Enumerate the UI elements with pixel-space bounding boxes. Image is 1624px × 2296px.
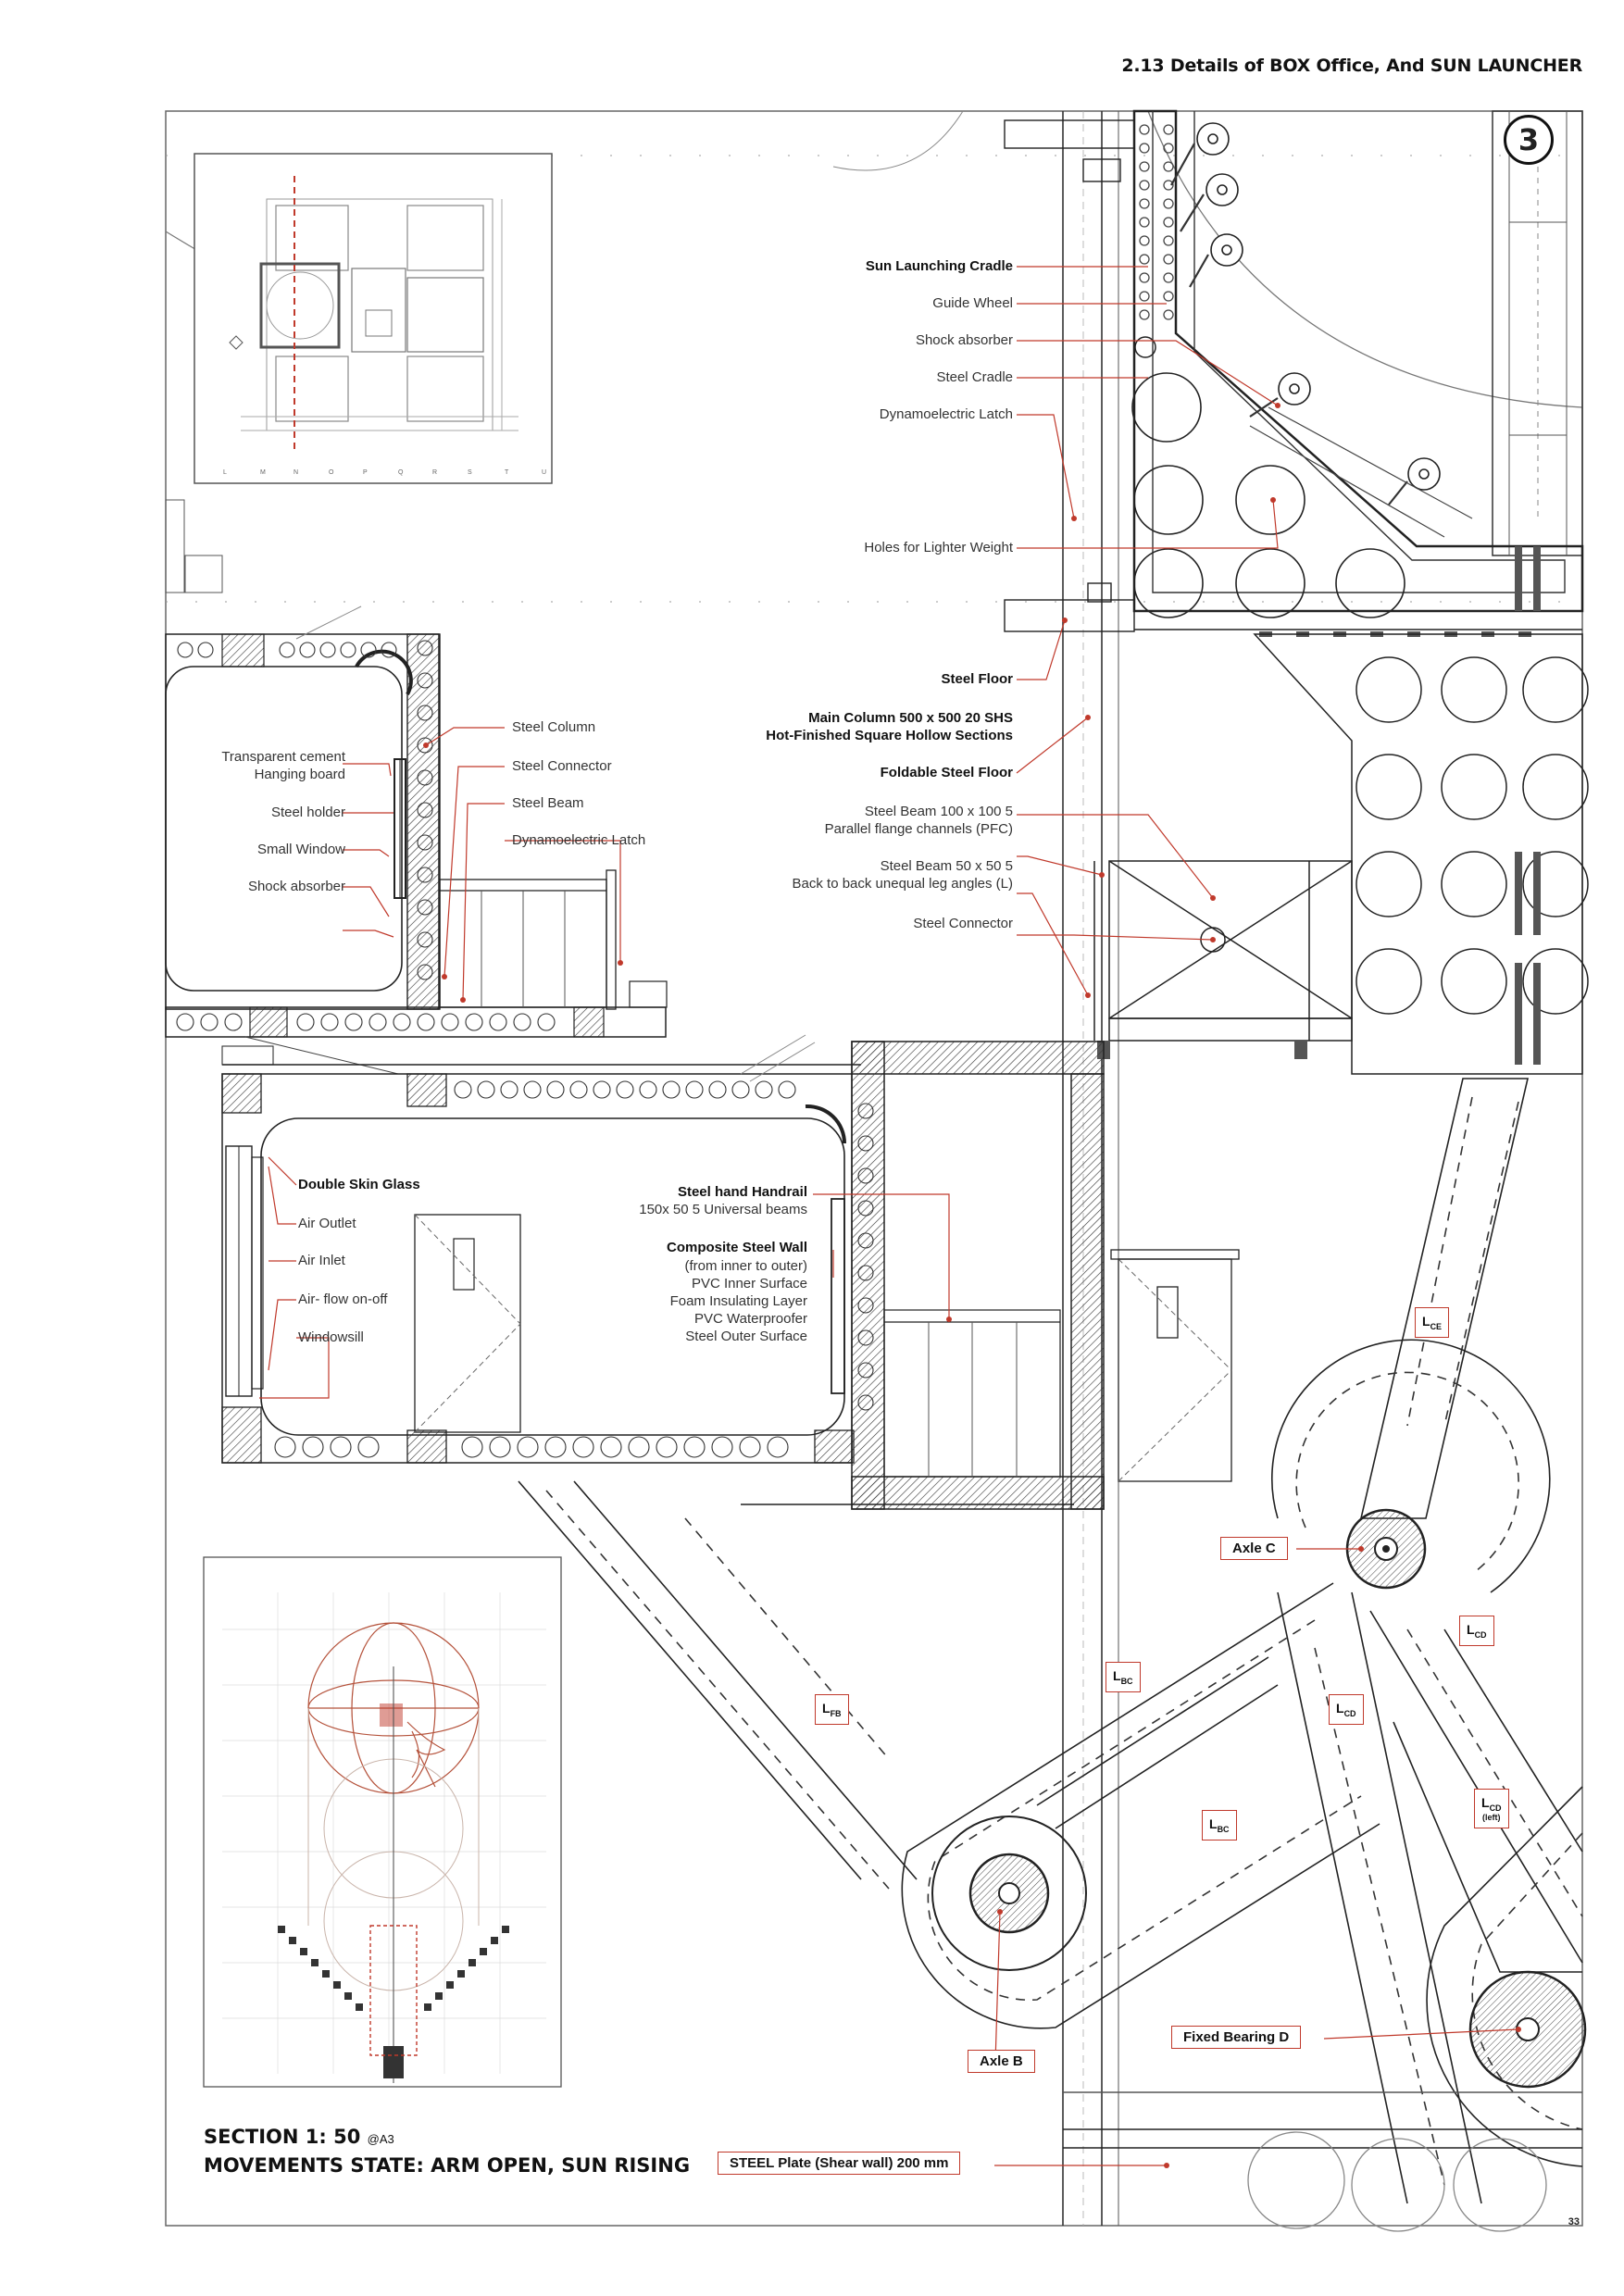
elevation-inset (204, 1557, 561, 2087)
label-dynamoelectric-latch: Dynamoelectric Latch (879, 406, 1013, 422)
label-pvc-waterproofer: PVC Waterproofer (694, 1311, 807, 1327)
label-steel-holder: Steel holder (270, 805, 345, 820)
label-wall-order: (from inner to outer) (684, 1258, 807, 1274)
svg-text:N: N (294, 469, 299, 476)
label-guide-wheel: Guide Wheel (932, 295, 1013, 311)
length-marker-bc-2: $L_{BC}$ (1202, 1810, 1237, 1841)
page-number: 33 (1568, 2216, 1580, 2227)
detail-number-badge: 3 (1504, 115, 1554, 165)
label-beam100-2: Parallel flange channels (PFC) (824, 821, 1013, 837)
section-title-line2: MOVEMENTS STATE: ARM OPEN, SUN RISING (204, 2154, 691, 2177)
box-office (222, 1035, 1104, 1509)
tag-steel-plate: STEEL Plate (Shear wall) 200 mm (718, 2152, 960, 2175)
label-steel-connector-upper: Steel Connector (512, 758, 612, 774)
label-air-outlet: Air Outlet (298, 1216, 356, 1231)
label-steel-cradle: Steel Cradle (936, 369, 1013, 385)
svg-text:O: O (329, 469, 334, 476)
svg-text:P: P (363, 469, 368, 476)
section-title (204, 2124, 690, 2178)
label-steel-floor: Steel Floor (941, 671, 1013, 687)
svg-text:S: S (468, 469, 472, 476)
label-foam-insulating: Foam Insulating Layer (669, 1293, 807, 1309)
svg-text:L: L (223, 469, 227, 476)
svg-text:T: T (505, 469, 509, 476)
floor-plan-inset (194, 154, 552, 483)
launching-cradle (1132, 111, 1582, 618)
section-scale-note: @A3 (367, 2132, 394, 2146)
label-holes: Holes for Lighter Weight (864, 540, 1013, 555)
label-windowsill: Windowsill (298, 1329, 364, 1345)
label-pvc-inner: PVC Inner Surface (691, 1276, 807, 1292)
label-air-flow: Air- flow on-off (298, 1292, 388, 1307)
label-double-skin-glass: Double Skin Glass (298, 1177, 420, 1192)
svg-text:Q: Q (398, 469, 404, 476)
length-marker-ce: $L_{CE}$ (1415, 1307, 1449, 1338)
length-marker-cd-2: $L_{CD}$ (1329, 1694, 1364, 1725)
tag-axle-c: Axle C (1220, 1537, 1288, 1560)
label-beam50-1: Steel Beam 50 x 50 5 (880, 858, 1013, 874)
page-header: 2.13 Details of BOX Office, And SUN LAUNCHER (1121, 56, 1582, 76)
tag-axle-b: Axle B (968, 2050, 1035, 2073)
label-steel-handrail: Steel hand Handrail (677, 1184, 807, 1200)
label-shock-absorber-upper: Shock absorber (247, 879, 345, 894)
right-room (1111, 1250, 1239, 1481)
label-steel-outer: Steel Outer Surface (685, 1329, 807, 1344)
length-marker-fb: $L_{FB}$ (815, 1694, 849, 1725)
label-small-window: Small Window (256, 842, 345, 857)
label-hanging-board: Hanging board (254, 767, 345, 782)
label-main-column-1: Main Column 500 x 500 20 SHS (808, 710, 1013, 726)
svg-text:M: M (260, 469, 266, 476)
foldable-floor (1094, 634, 1582, 1074)
label-dynamoelectric-latch-upper: Dynamoelectric Latch (512, 832, 646, 848)
section-title-line1: SECTION 1: 50 (204, 2126, 361, 2148)
label-air-inlet: Air Inlet (298, 1253, 345, 1268)
right-column (1493, 111, 1582, 555)
steel-floor-plates (1005, 120, 1134, 631)
length-marker-bc-1: $L_{BC}$ (1106, 1662, 1141, 1692)
label-universal-beams: 150x 50 5 Universal beams (639, 1202, 807, 1217)
label-composite-steel-wall: Composite Steel Wall (667, 1240, 807, 1255)
label-shock-absorber: Shock absorber (915, 332, 1013, 348)
label-beam100-1: Steel Beam 100 x 100 5 (864, 804, 1013, 819)
label-sun-launching-cradle: Sun Launching Cradle (865, 258, 1013, 274)
svg-text:R: R (432, 469, 438, 476)
label-main-column-2: Hot-Finished Square Hollow Sections (766, 728, 1013, 743)
label-steel-column: Steel Column (512, 719, 596, 735)
label-transparent-cement: Transparent cement (221, 749, 345, 765)
label-steel-connector: Steel Connector (913, 916, 1013, 931)
tag-fixed-bearing-d: Fixed Bearing D (1171, 2026, 1301, 2049)
length-marker-cd-left: $L_{CD}$ (left) (1474, 1789, 1509, 1828)
label-beam50-2: Back to back unequal leg angles (L) (792, 876, 1013, 892)
label-steel-beam: Steel Beam (512, 795, 584, 811)
label-foldable-floor: Foldable Steel Floor (880, 765, 1013, 780)
length-marker-cd-1: $L_{CD}$ (1459, 1616, 1494, 1646)
fixed-bearing-d (1470, 1972, 1585, 2087)
svg-text:U: U (542, 469, 547, 476)
